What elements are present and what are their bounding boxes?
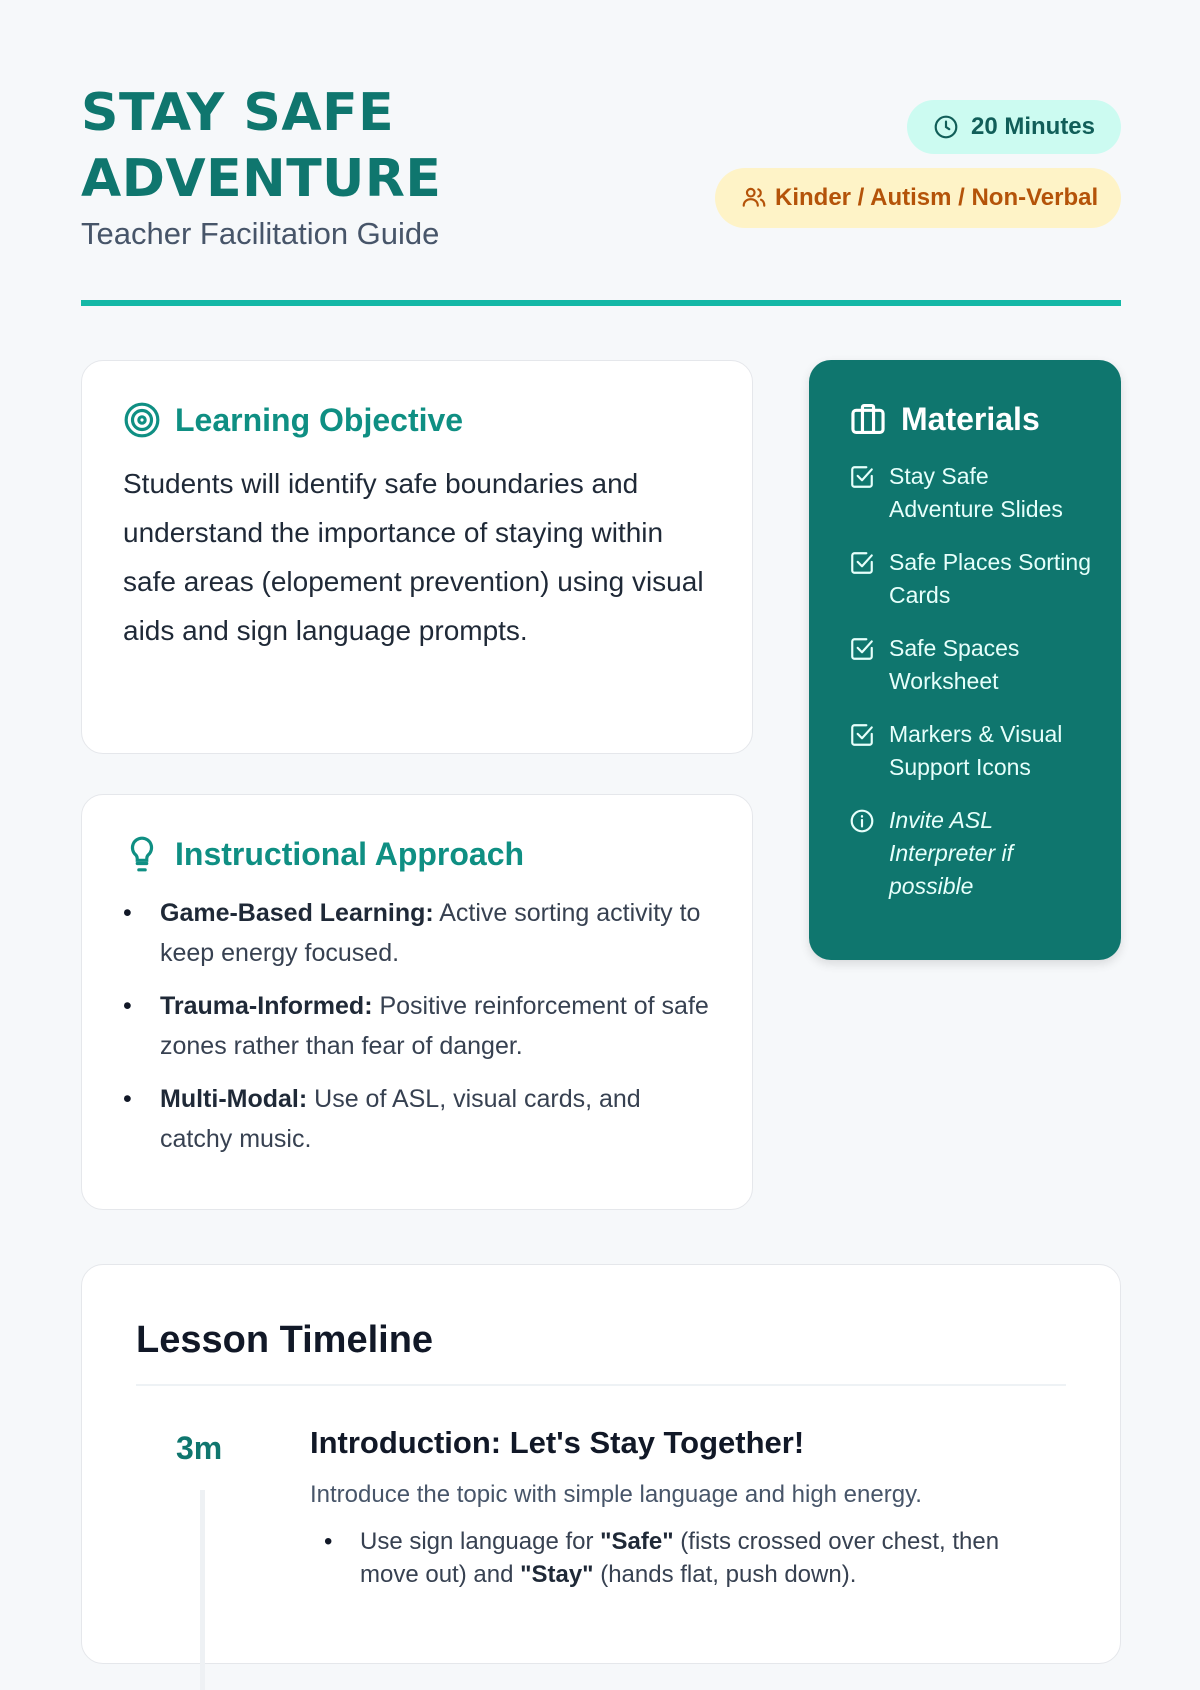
material-item-text: Stay Safe Adventure Slides	[889, 463, 1063, 522]
step-duration: 3m	[176, 1430, 223, 1466]
approach-item-text: Use of ASL, visual cards, and catchy music.	[160, 1085, 641, 1153]
approach-item-label: Game-Based Learning:	[160, 899, 434, 927]
page-title	[81, 80, 441, 212]
step-bullet-prefix: Use sign language for	[360, 1528, 601, 1555]
checkbox-icon	[849, 464, 875, 490]
instructional-approach-card	[81, 794, 753, 1210]
approach-list	[123, 893, 712, 1159]
material-item-text: Markers & Visual Support Icons	[889, 721, 1063, 780]
lesson-timeline-card	[81, 1264, 1121, 1664]
header-divider	[81, 300, 1121, 306]
learning-objective-heading	[123, 401, 712, 439]
learning-objective-text: Students will identify safe boundaries and understand the importance of staying within safe areas (elopement prevention) using visual aids and sign language prompts.	[123, 468, 704, 646]
users-icon	[741, 184, 767, 210]
material-item	[849, 460, 1091, 526]
approach-item-text: Positive reinforcement of safe zones rather than fear of danger.	[160, 992, 709, 1060]
approach-item	[123, 1079, 712, 1159]
page-header	[81, 0, 1121, 310]
approach-item	[123, 893, 712, 973]
checkbox-icon	[849, 722, 875, 748]
step-list	[310, 1525, 1030, 1591]
briefcase-icon	[849, 400, 887, 438]
materials-title: Materials	[901, 400, 1040, 437]
materials-panel	[809, 360, 1121, 960]
learning-objective-card	[81, 360, 753, 754]
duration-badge	[907, 100, 1121, 154]
material-item-text: Safe Spaces Worksheet	[889, 635, 1020, 694]
info-icon	[849, 808, 875, 834]
material-item	[849, 718, 1091, 784]
sign-word-stay: "Stay"	[520, 1561, 594, 1588]
instructional-approach-title: Instructional Approach	[175, 835, 525, 872]
checkbox-icon	[849, 550, 875, 576]
material-item-text: Safe Places Sorting Cards	[889, 549, 1092, 608]
material-item	[849, 632, 1091, 698]
approach-item-label: Multi-Modal:	[160, 1085, 308, 1113]
materials-heading	[849, 400, 1091, 438]
lightbulb-icon	[123, 835, 161, 873]
target-icon	[123, 401, 161, 439]
timeline-step	[310, 1425, 1030, 1591]
audience-badge	[715, 168, 1121, 228]
learning-objective-title: Learning Objective	[175, 401, 464, 438]
approach-item	[123, 986, 712, 1066]
step-description: Introduce the topic with simple language and high energy.	[310, 1481, 922, 1508]
lesson-timeline-heading: Lesson Timeline	[136, 1319, 434, 1361]
instructional-approach-heading	[123, 835, 712, 873]
approach-item-text: Active sorting activity to keep energy focused.	[160, 899, 701, 967]
checkbox-icon	[849, 636, 875, 662]
timeline-connector	[200, 1490, 205, 1690]
approach-item-label: Trauma-Informed:	[160, 992, 373, 1020]
guide-page	[81, 0, 1121, 1588]
material-note-text: Invite ASL Interpreter if possible	[889, 807, 1013, 899]
title-line-2: ADVENTURE	[81, 149, 442, 209]
step-title: Introduction: Let's Stay Together!	[310, 1425, 805, 1460]
step-bullet-end: (hands flat, push down).	[593, 1561, 857, 1588]
audience-text: Kinder / Autism / Non-Verbal	[775, 184, 1099, 211]
sign-word-safe: "Safe"	[600, 1528, 674, 1555]
timeline-divider	[136, 1384, 1066, 1386]
step-list-item	[310, 1525, 1030, 1591]
material-item	[849, 546, 1091, 612]
step-bullet-mid: (fists crossed over chest, then move out) and	[360, 1528, 1000, 1588]
material-note	[849, 804, 1091, 903]
page-subtitle: Teacher Facilitation Guide	[81, 216, 440, 251]
duration-text: 20 Minutes	[970, 113, 1095, 140]
clock-icon	[933, 114, 959, 140]
title-line-1: STAY SAFE	[81, 83, 395, 143]
materials-list	[849, 460, 1091, 903]
